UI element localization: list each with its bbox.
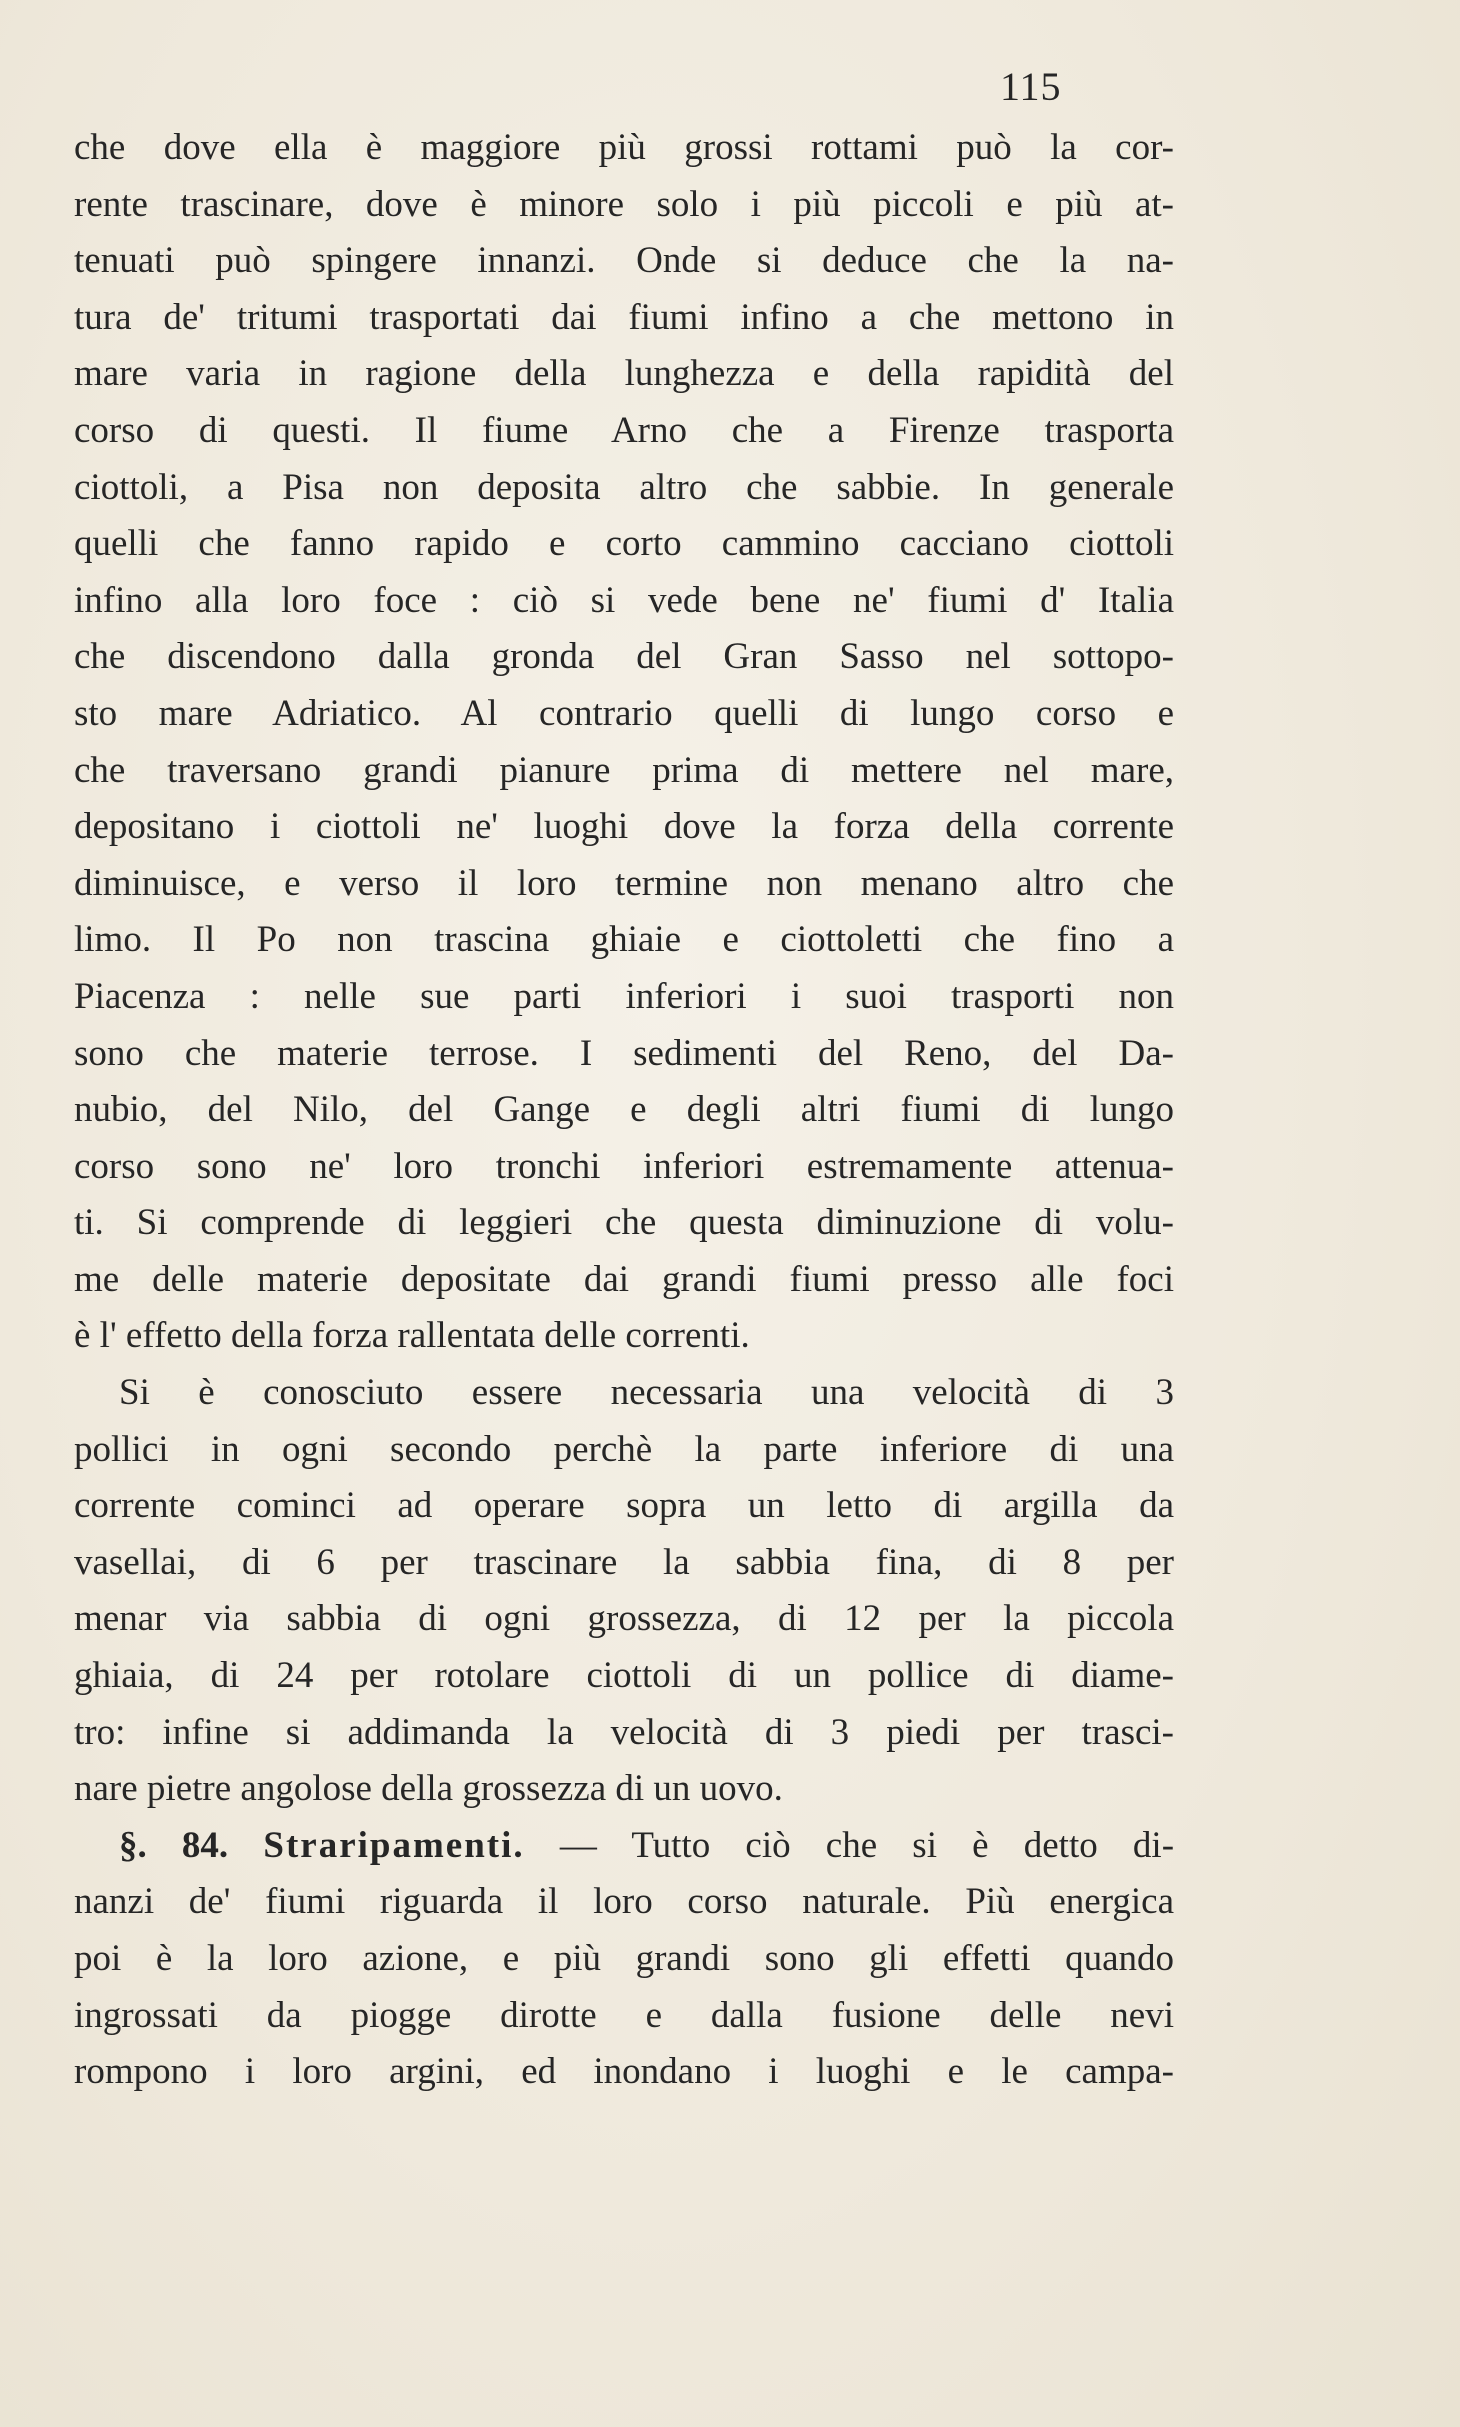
text-line: me delle materie depositate dai grandi fiumi presso alle foci [74, 1258, 1174, 1300]
section-number: §. 84. [119, 1824, 229, 1866]
text-line: rente trascinare, dove è minore solo i più piccoli e più at- [74, 183, 1174, 225]
text-line: ciottoli, a Pisa non deposita altro che sabbie. In generale [74, 466, 1174, 508]
text-line: tenuati può spingere innanzi. Onde si deduce che la na- [74, 240, 1174, 282]
text-line: diminuisce, e verso il loro termine non menano altro che [74, 862, 1174, 904]
text-line: tura de' tritumi trasportati dai fiumi infino a che mettono in [74, 296, 1174, 338]
text-line: vasellai, di 6 per trascinare la sabbia fina, di 8 per [74, 1541, 1174, 1583]
text-line: che dove ella è maggiore più grossi rottami può la cor- [74, 127, 1174, 168]
text-line: nanzi de' fiumi riguarda il loro corso naturale. Più energica [74, 1881, 1174, 1923]
text-line: corso di questi. Il fiume Arno che a Firenze trasporta [74, 409, 1174, 451]
text-line: limo. Il Po non trascina ghiaie e ciottoletti che fino a [74, 919, 1174, 961]
text-line: corso sono ne' loro tronchi inferiori estremamente attenua- [74, 1145, 1174, 1187]
text-line: poi è la loro azione, e più grandi sono gli effetti quando [74, 1938, 1174, 1979]
text-line: ingrossati da piogge dirotte e dalla fusione delle nevi [74, 1994, 1174, 2036]
text-line: mare varia in ragione della lunghezza e della rapidità del [74, 353, 1174, 395]
text-line: ti. Si comprende di leggieri che questa diminuzione di volu- [74, 1202, 1174, 1244]
section-heading-line [74, 1818, 1174, 1875]
section-title: Straripamenti. [263, 1824, 525, 1866]
text-line: infino alla loro foce : ciò si vede bene ne' fiumi d' Italia [74, 579, 1174, 621]
text-line: nubio, del Nilo, del Gange e degli altri fiumi di lungo [74, 1089, 1174, 1131]
text-line: che discendono dalla gronda del Gran Sasso nel sottopo- [74, 636, 1174, 678]
section-first-line: — Tutto ciò che si è detto di- [559, 1824, 1175, 1866]
page-number: 115 [1000, 64, 1062, 109]
paragraph-2 [74, 1365, 1174, 1818]
text-line: ghiaia, di 24 per rotolare ciottoli di un pollice di diame- [74, 1655, 1174, 1697]
text-line: rompono i loro argini, ed inondano i luoghi e le campa- [74, 2051, 1174, 2093]
text-line: sono che materie terrose. I sedimenti del Reno, del Da- [74, 1032, 1174, 1074]
text-line: che traversano grandi pianure prima di mettere nel mare, [74, 749, 1174, 791]
text-line: è l' effetto della forza rallentata delle correnti. [74, 1315, 750, 1357]
paragraph-1 [74, 120, 1174, 1365]
body-text [74, 120, 1174, 2101]
text-line: Si è conosciuto essere necessaria una velocità di 3 [119, 1372, 1174, 1414]
section-84 [74, 1818, 1174, 2101]
text-line: corrente cominci ad operare sopra un letto di argilla da [74, 1485, 1174, 1527]
text-line: Piacenza : nelle sue parti inferiori i suoi trasporti non [74, 975, 1174, 1017]
text-line: sto mare Adriatico. Al contrario quelli di lungo corso e [74, 692, 1174, 734]
text-line: depositano i ciottoli ne' luoghi dove la forza della corrente [74, 806, 1174, 848]
text-line: quelli che fanno rapido e corto cammino cacciano ciottoli [74, 523, 1174, 565]
text-line: nare pietre angolose della grossezza di un uovo. [74, 1768, 783, 1810]
text-line: pollici in ogni secondo perchè la parte inferiore di una [74, 1428, 1174, 1470]
text-line: menar via sabbia di ogni grossezza, di 12 per la piccola [74, 1598, 1174, 1640]
text-line: tro: infine si addimanda la velocità di 3 piedi per trasci- [74, 1711, 1174, 1753]
